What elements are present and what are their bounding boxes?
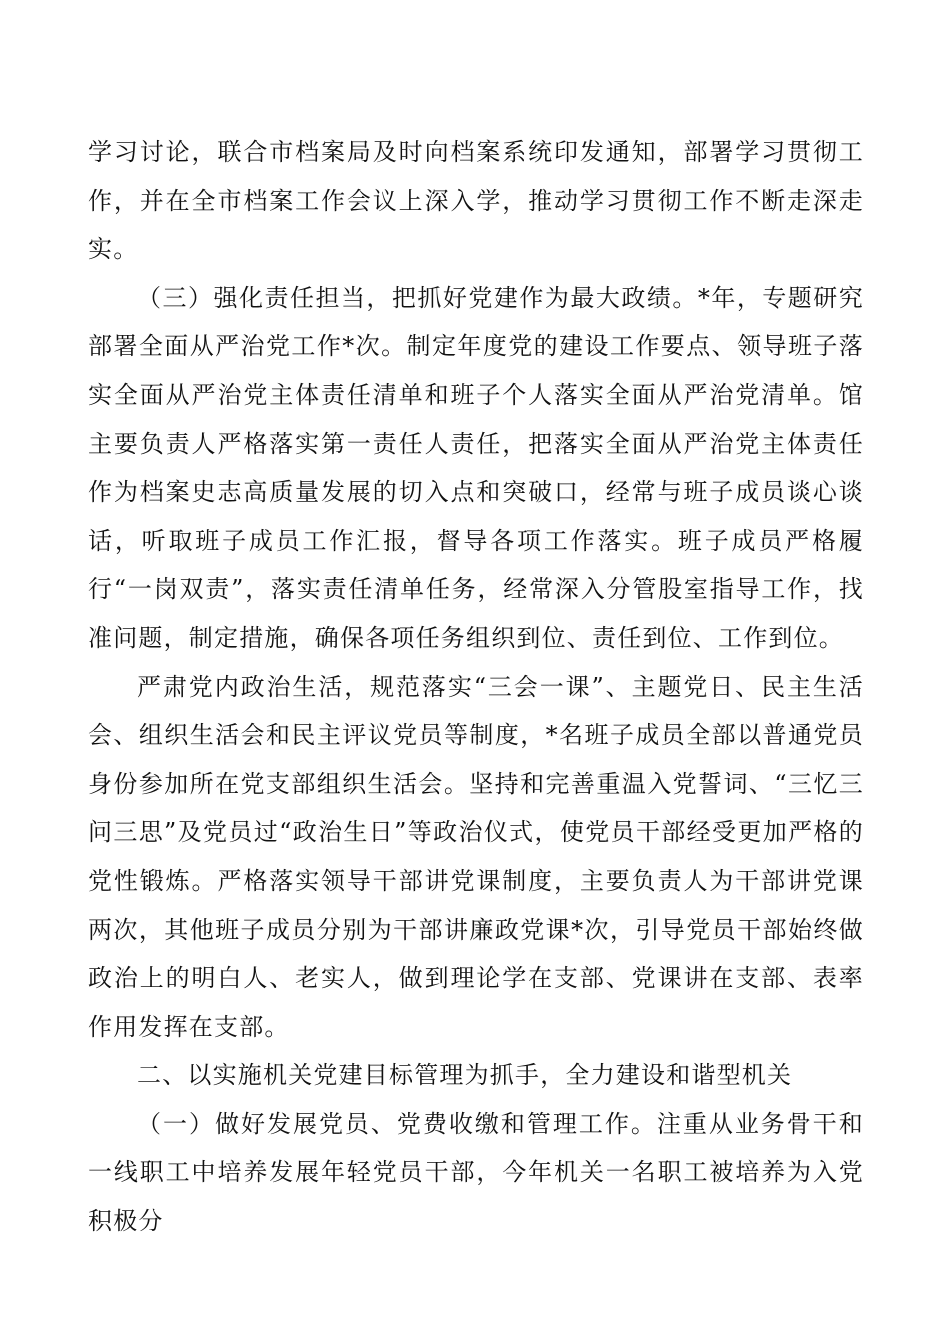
- document-page: [88, 128, 864, 1246]
- paragraph-political-life: 严肃党内政治生活，规范落实“三会一课”、主题党日、民主生活会、组织生活会和民主评议党员等制度，*名班子成员全部以普通党员身份参加所在党支部组织生活会。坚持和完善重温入党誓词、“三忆三问三思”及党员过“政治生日”等政治仪式，使党员干部经受更加严格的党性锻炼。严格落实领导干部讲党课制度，主要负责人为干部讲党课两次，其他班子成员分别为干部讲廉政党课*次，引导党员干部始终做政治上的明白人、老实人，做到理论学在支部、党课讲在支部、表率作用发挥在支部。: [88, 672, 864, 1041]
- section-heading-two: 二、以实施机关党建目标管理为抓手，全力建设和谐型机关: [137, 1061, 793, 1090]
- paragraph-continuation: 学习讨论，联合市档案局及时向档案系统印发通知，部署学习贯彻工作，并在全市档案工作会议上深入学，推动学习贯彻工作不断走深走实。: [88, 138, 864, 264]
- paragraph-section-three: （三）强化责任担当，把抓好党建作为最大政绩。*年，专题研究部署全面从严治党工作*次。制定年度党的建设工作要点、领导班子落实全面从严治党主体责任清单和班子个人落实全面从严治党清单。馆主要负责人严格落实第一责任人责任，把落实全面从严治党主体责任作为档案史志高质量发展的切入点和突破口，经常与班子成员谈心谈话，听取班子成员工作汇报，督导各项工作落实。班子成员严格履行“一岗双责”，落实责任清单任务，经常深入分管股室指导工作，找准问题，制定措施，确保各项任务组织到位、责任到位、工作到位。: [88, 283, 864, 652]
- paragraph-subsection-one: （一）做好发展党员、党费收缴和管理工作。注重从业务骨干和一线职工中培养发展年轻党员干部，今年机关一名职工被培养为入党积极分: [88, 1109, 864, 1236]
